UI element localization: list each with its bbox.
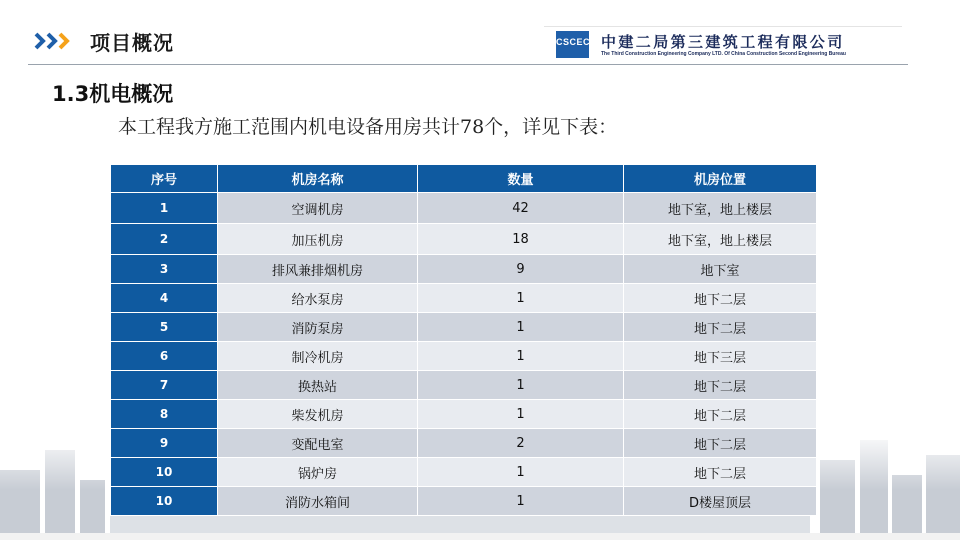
room-count: 2 bbox=[418, 429, 624, 458]
company-name: 中建二局第三建筑工程有限公司 bbox=[601, 33, 845, 51]
room-location: 地下室，地上楼层 bbox=[624, 193, 817, 224]
table-row bbox=[111, 342, 817, 371]
room-count: 18 bbox=[418, 224, 624, 255]
room-name: 加压机房 bbox=[218, 224, 418, 255]
room-name: 制冷机房 bbox=[218, 342, 418, 371]
table-row bbox=[111, 429, 817, 458]
row-number: 5 bbox=[111, 313, 218, 342]
row-number: 7 bbox=[111, 371, 218, 400]
table-row bbox=[111, 313, 817, 342]
room-name: 柴发机房 bbox=[218, 400, 418, 429]
room-name: 消防泵房 bbox=[218, 313, 418, 342]
section-title: 项目概况 bbox=[90, 31, 174, 55]
room-location: 地下二层 bbox=[624, 458, 817, 487]
column-header: 机房名称 bbox=[218, 165, 418, 193]
company-english-name: The Third Construction Engineering Company LTD. Of China Construction Second Engineering Bureau bbox=[601, 51, 846, 57]
row-number: 4 bbox=[111, 284, 218, 313]
company-logo bbox=[544, 26, 902, 63]
room-location: 地下室，地上楼层 bbox=[624, 224, 817, 255]
room-count: 1 bbox=[418, 284, 624, 313]
room-count: 1 bbox=[418, 371, 624, 400]
room-location: 地下三层 bbox=[624, 342, 817, 371]
room-location: 地下二层 bbox=[624, 400, 817, 429]
table-row bbox=[111, 193, 817, 224]
room-location: 地下二层 bbox=[624, 371, 817, 400]
table-row bbox=[111, 458, 817, 487]
intro-text: 本工程我方施工范围内机电设备用房共计78个，详见下表： bbox=[118, 116, 618, 138]
room-count: 42 bbox=[418, 193, 624, 224]
table-row bbox=[111, 255, 817, 284]
room-location: 地下二层 bbox=[624, 284, 817, 313]
row-number: 10 bbox=[111, 487, 218, 516]
table-row bbox=[111, 224, 817, 255]
header-divider bbox=[28, 64, 908, 65]
room-location: D楼屋顶层 bbox=[624, 487, 817, 516]
table-row bbox=[111, 487, 817, 516]
row-number: 6 bbox=[111, 342, 218, 371]
room-name: 变配电室 bbox=[218, 429, 418, 458]
room-name: 给水泵房 bbox=[218, 284, 418, 313]
room-name: 消防水箱间 bbox=[218, 487, 418, 516]
equipment-room-table bbox=[110, 164, 817, 516]
slide-header bbox=[0, 0, 960, 72]
room-count: 1 bbox=[418, 400, 624, 429]
column-header: 序号 bbox=[111, 165, 218, 193]
room-count: 1 bbox=[418, 313, 624, 342]
table-row bbox=[111, 284, 817, 313]
room-name: 换热站 bbox=[218, 371, 418, 400]
row-number: 1 bbox=[111, 193, 218, 224]
column-header: 机房位置 bbox=[624, 165, 817, 193]
row-number: 9 bbox=[111, 429, 218, 458]
room-count: 1 bbox=[418, 458, 624, 487]
room-location: 地下室 bbox=[624, 255, 817, 284]
column-header: 数量 bbox=[418, 165, 624, 193]
room-count: 1 bbox=[418, 342, 624, 371]
cscec-logo-icon: CSCEC bbox=[556, 31, 589, 58]
room-location: 地下二层 bbox=[624, 313, 817, 342]
table-row bbox=[111, 400, 817, 429]
row-number: 3 bbox=[111, 255, 218, 284]
row-number: 2 bbox=[111, 224, 218, 255]
chevron-right-icon bbox=[34, 31, 76, 51]
room-count: 9 bbox=[418, 255, 624, 284]
table-header-row bbox=[111, 165, 817, 193]
subsection-title: 1.3机电概况 bbox=[52, 82, 174, 106]
room-name: 空调机房 bbox=[218, 193, 418, 224]
row-number: 8 bbox=[111, 400, 218, 429]
room-location: 地下二层 bbox=[624, 429, 817, 458]
bottom-bar bbox=[0, 533, 960, 540]
room-count: 1 bbox=[418, 487, 624, 516]
room-name: 锅炉房 bbox=[218, 458, 418, 487]
row-number: 10 bbox=[111, 458, 218, 487]
table-row bbox=[111, 371, 817, 400]
room-name: 排风兼排烟机房 bbox=[218, 255, 418, 284]
